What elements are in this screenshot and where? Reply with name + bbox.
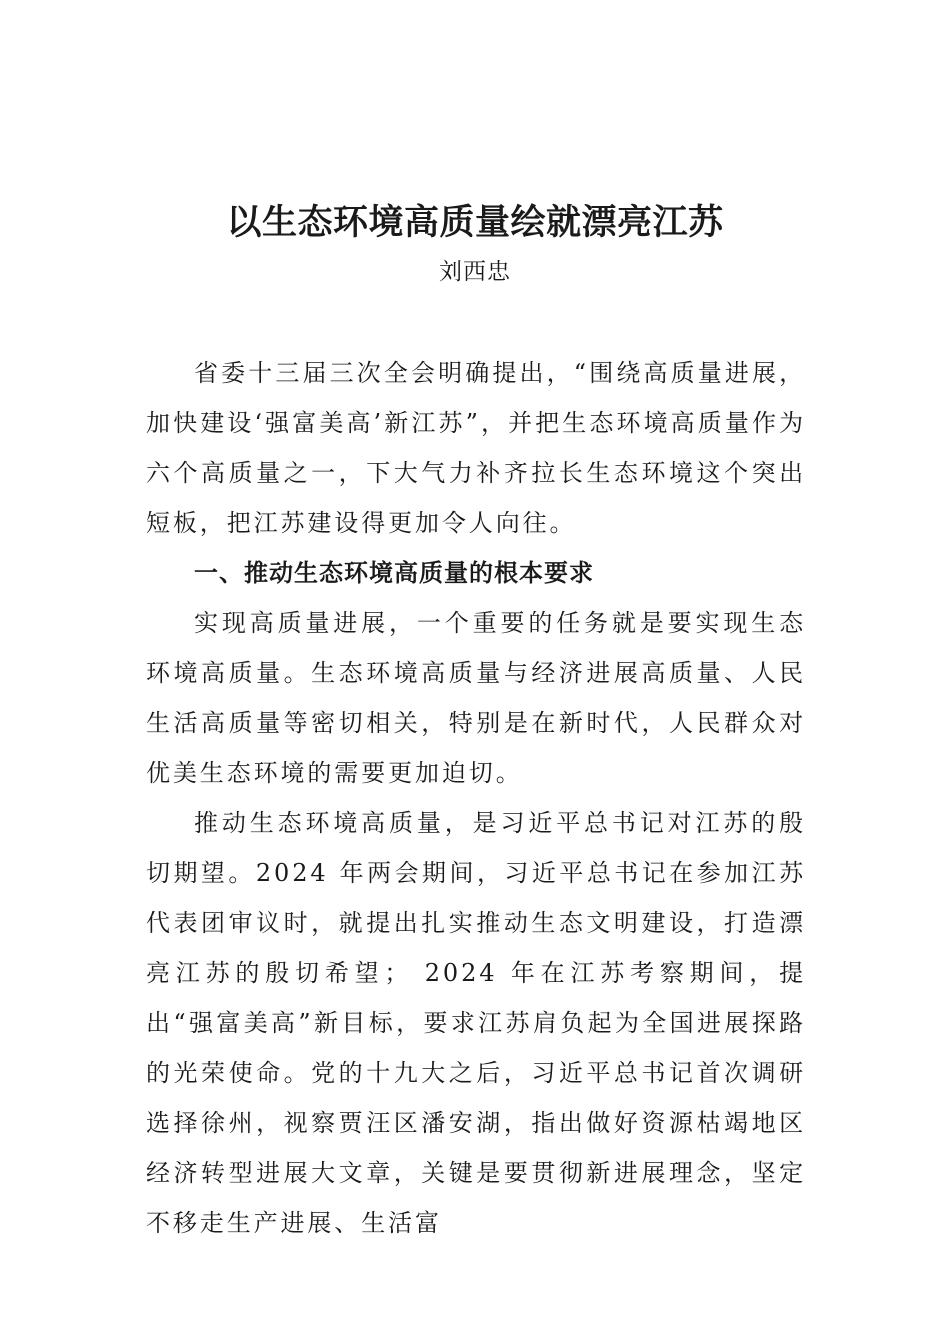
section-heading: 一、推动生态环境高质量的根本要求: [194, 558, 594, 587]
document-title: 以生态环境高质量绘就漂亮江苏: [226, 202, 724, 243]
document-body: [146, 348, 806, 1248]
section-paragraph-1: 实现高质量进展，一个重要的任务就是要实现生态环境高质量。生态环境高质量与经济进展高质量、人民生活高质量等密切相关，特别是在新时代，人民群众对优美生态环境的需要更加迫切。: [146, 609, 806, 787]
intro-paragraph: 省委十三届三次全会明确提出，“围绕高质量进展，加快建设‘强富美高’新江苏”，并把生态环境高质量作为六个高质量之一，下大气力补齐拉长生态环境这个突出短板，把江苏建设得更加令人向往。: [146, 359, 806, 537]
section-paragraph-2: 推动生态环境高质量，是习近平总书记对江苏的殷切期望。2024 年两会期间，习近平总书记在参加江苏代表团审议时，就提出扎实推动生态文明建设，打造漂亮江苏的殷切希望； 2024 年在江苏考察期间，提出“强富美高”新目标，要求江苏肩负起为全国进展探路的光荣使命。党的十九大之后，习近平总书记首次调研选择徐州，视察贾汪区潘安湖，指出做好资源枯竭地区经济转型进展大文章，关键是要贯彻新进展理念，坚定不移走生产进展、生活富: [146, 809, 806, 1237]
document-author: 刘西忠: [439, 259, 511, 285]
